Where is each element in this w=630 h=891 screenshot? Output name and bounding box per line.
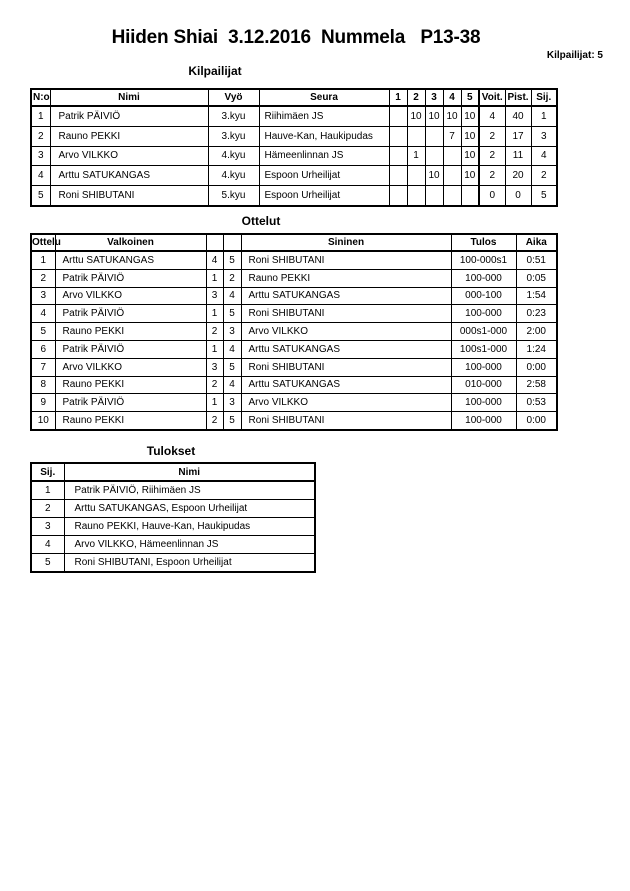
table-row — [31, 146, 557, 166]
column-header-name: Nimi — [64, 463, 315, 481]
column-header-rank: Sij. — [31, 463, 64, 481]
table-cell: 1 — [206, 340, 223, 358]
table-row — [31, 394, 557, 412]
column-header-wins: Voit. — [479, 89, 505, 106]
column-header-match: Ottelu — [31, 234, 55, 251]
table-cell: 4 — [223, 287, 241, 305]
column-header-points: Pist. — [505, 89, 531, 106]
table-cell: 2 — [206, 412, 223, 430]
table-header-row — [31, 463, 315, 481]
table-cell: 2 — [531, 166, 557, 186]
table-cell: Patrik PÄIVIÖ — [55, 394, 206, 412]
table-cell: 10 — [443, 106, 461, 126]
table-cell: 100-000 — [451, 394, 516, 412]
table-cell — [407, 166, 425, 186]
column-header-time: Aika — [516, 234, 557, 251]
table-cell: 000-100 — [451, 287, 516, 305]
table-cell: 2 — [479, 146, 505, 166]
final-results-table-body — [31, 481, 315, 572]
table-cell: Arttu SATUKANGAS — [241, 376, 451, 394]
table-cell: Arvo VILKKO — [50, 146, 208, 166]
table-cell: 100-000 — [451, 305, 516, 323]
table-cell: 2:58 — [516, 376, 557, 394]
table-cell: 3 — [31, 287, 55, 305]
table-cell: 4 — [31, 166, 50, 186]
table-cell: Rauno PEKKI — [50, 126, 208, 146]
table-cell: 5 — [31, 186, 50, 206]
table-cell: 40 — [505, 106, 531, 126]
table-row — [31, 305, 557, 323]
table-cell: Riihimäen JS — [259, 106, 389, 126]
table-cell: 010-000 — [451, 376, 516, 394]
table-cell: 000s1-000 — [451, 323, 516, 341]
table-row — [31, 340, 557, 358]
table-cell: Hauve-Kan, Haukipudas — [259, 126, 389, 146]
table-cell: 2 — [479, 166, 505, 186]
table-cell: Arvo VILKKO — [55, 358, 206, 376]
table-cell: 3 — [223, 394, 241, 412]
table-cell: Arttu SATUKANGAS — [50, 166, 208, 186]
table-cell: Rauno PEKKI — [55, 376, 206, 394]
table-cell: Roni SHIBUTANI — [50, 186, 208, 206]
table-cell: Arvo VILKKO — [241, 394, 451, 412]
column-header-round-5: 5 — [461, 89, 479, 106]
table-cell: 20 — [505, 166, 531, 186]
table-cell: 4 — [31, 305, 55, 323]
matches-table-header — [31, 234, 557, 251]
table-cell — [389, 146, 407, 166]
table-cell: 1:54 — [516, 287, 557, 305]
table-cell: 2 — [206, 376, 223, 394]
table-cell — [407, 126, 425, 146]
table-cell: 2 — [206, 323, 223, 341]
column-header-blue: Sininen — [241, 234, 451, 251]
table-cell: 6 — [31, 340, 55, 358]
table-cell: Patrik PÄIVIÖ — [50, 106, 208, 126]
table-cell: 0 — [479, 186, 505, 206]
table-cell: 1 — [31, 106, 50, 126]
table-cell — [443, 166, 461, 186]
table-cell: 10 — [407, 106, 425, 126]
table-row — [31, 358, 557, 376]
participants-count-label: Kilpailijat: 5 — [546, 50, 603, 61]
table-cell — [425, 126, 443, 146]
table-row — [31, 106, 557, 126]
table-cell — [443, 186, 461, 206]
table-cell: 3 — [223, 323, 241, 341]
table-row — [31, 500, 315, 518]
table-cell: 1 — [206, 394, 223, 412]
table-cell: 2 — [31, 126, 50, 146]
table-cell — [461, 186, 479, 206]
table-cell: 4.kyu — [208, 166, 259, 186]
table-cell — [425, 186, 443, 206]
table-cell: 4.kyu — [208, 146, 259, 166]
table-cell — [389, 186, 407, 206]
table-row — [31, 323, 557, 341]
table-cell: 10 — [461, 106, 479, 126]
table-cell: 3 — [31, 518, 64, 536]
table-cell: 7 — [31, 358, 55, 376]
table-cell: 1:24 — [516, 340, 557, 358]
table-cell — [389, 126, 407, 146]
table-cell: 2:00 — [516, 323, 557, 341]
table-cell: 2 — [479, 126, 505, 146]
table-cell: 1 — [206, 269, 223, 287]
table-cell: 3 — [206, 358, 223, 376]
table-row — [31, 287, 557, 305]
table-row — [31, 166, 557, 186]
table-cell: 100-000 — [451, 358, 516, 376]
table-cell: 10 — [425, 106, 443, 126]
table-cell: Espoon Urheilijat — [259, 166, 389, 186]
table-cell: Roni SHIBUTANI, Espoon Urheilijat — [64, 554, 315, 573]
table-cell: 1 — [531, 106, 557, 126]
table-row — [31, 126, 557, 146]
table-cell: Patrik PÄIVIÖ — [55, 305, 206, 323]
table-cell: 5 — [531, 186, 557, 206]
table-cell: 10 — [425, 166, 443, 186]
table-cell: Arttu SATUKANGAS, Espoon Urheilijat — [64, 500, 315, 518]
table-cell: 0:00 — [516, 412, 557, 430]
table-cell: Arttu SATUKANGAS — [241, 287, 451, 305]
table-cell: Roni SHIBUTANI — [241, 358, 451, 376]
column-header-club: Seura — [259, 89, 389, 106]
table-cell: 1 — [31, 251, 55, 269]
column-header-white-no — [206, 234, 223, 251]
table-row — [31, 269, 557, 287]
table-cell: 4 — [479, 106, 505, 126]
table-cell: 5 — [31, 554, 64, 573]
final-results-table — [30, 462, 316, 573]
results-section-heading: Tulokset — [146, 444, 196, 458]
table-cell: 100-000s1 — [451, 251, 516, 269]
column-header-rank: Sij. — [531, 89, 557, 106]
table-header-row — [31, 234, 557, 251]
table-cell: 11 — [505, 146, 531, 166]
table-cell: 0:53 — [516, 394, 557, 412]
table-cell: 0 — [505, 186, 531, 206]
competitors-section-heading: Kilpailijat — [188, 64, 242, 78]
column-header-round-2: 2 — [407, 89, 425, 106]
table-row — [31, 251, 557, 269]
table-cell: 4 — [531, 146, 557, 166]
table-cell: 3 — [31, 146, 50, 166]
table-cell: 3 — [531, 126, 557, 146]
table-row — [31, 536, 315, 554]
table-cell: Arttu SATUKANGAS — [241, 340, 451, 358]
table-cell: 0:00 — [516, 358, 557, 376]
table-cell: 2 — [31, 500, 64, 518]
page-title: Hiiden Shiai 3.12.2016 Nummela P13-38 — [111, 27, 481, 48]
table-cell: 17 — [505, 126, 531, 146]
table-cell — [407, 186, 425, 206]
table-cell: Patrik PÄIVIÖ, Riihimäen JS — [64, 481, 315, 500]
table-cell: 10 — [461, 166, 479, 186]
table-cell: 0:23 — [516, 305, 557, 323]
table-cell: 1 — [407, 146, 425, 166]
table-row — [31, 376, 557, 394]
table-row — [31, 518, 315, 536]
table-cell: 100-000 — [451, 269, 516, 287]
table-cell — [443, 146, 461, 166]
column-header-result: Tulos — [451, 234, 516, 251]
table-cell: Rauno PEKKI — [55, 412, 206, 430]
table-cell: 10 — [31, 412, 55, 430]
table-cell: Patrik PÄIVIÖ — [55, 269, 206, 287]
table-cell: 5.kyu — [208, 186, 259, 206]
table-cell: Rauno PEKKI — [241, 269, 451, 287]
table-cell: 5 — [31, 323, 55, 341]
matches-section-heading: Ottelut — [241, 214, 281, 228]
table-cell: 4 — [223, 340, 241, 358]
table-cell: 0:05 — [516, 269, 557, 287]
column-header-blue-no — [223, 234, 241, 251]
table-cell: 1 — [206, 305, 223, 323]
table-cell: Arvo VILKKO, Hämeenlinnan JS — [64, 536, 315, 554]
table-cell: 3.kyu — [208, 106, 259, 126]
table-cell: Arttu SATUKANGAS — [55, 251, 206, 269]
table-cell: Arvo VILKKO — [241, 323, 451, 341]
table-cell: 1 — [31, 481, 64, 500]
table-cell: 4 — [223, 376, 241, 394]
table-cell: 100-000 — [451, 412, 516, 430]
table-cell: 5 — [223, 251, 241, 269]
table-header-row — [31, 89, 557, 106]
table-row — [31, 554, 315, 573]
table-cell: 0:51 — [516, 251, 557, 269]
table-row — [31, 412, 557, 430]
column-header-round-3: 3 — [425, 89, 443, 106]
table-cell: 100s1-000 — [451, 340, 516, 358]
table-cell: 4 — [206, 251, 223, 269]
table-cell: 9 — [31, 394, 55, 412]
table-cell: 2 — [31, 269, 55, 287]
table-cell: Patrik PÄIVIÖ — [55, 340, 206, 358]
competitors-table-body — [31, 106, 557, 206]
table-row — [31, 481, 315, 500]
table-cell — [389, 106, 407, 126]
column-header-white: Valkoinen — [55, 234, 206, 251]
table-cell: 4 — [31, 536, 64, 554]
table-row — [31, 186, 557, 206]
table-cell: 5 — [223, 358, 241, 376]
table-cell: Rauno PEKKI — [55, 323, 206, 341]
table-cell: Rauno PEKKI, Hauve-Kan, Haukipudas — [64, 518, 315, 536]
competitors-table — [30, 88, 558, 207]
column-header-belt: Vyö — [208, 89, 259, 106]
table-cell: Roni SHIBUTANI — [241, 305, 451, 323]
table-cell — [389, 166, 407, 186]
competitors-table-header — [31, 89, 557, 106]
table-cell: 8 — [31, 376, 55, 394]
matches-table-body — [31, 251, 557, 430]
table-cell: 3 — [206, 287, 223, 305]
table-cell: Roni SHIBUTANI — [241, 412, 451, 430]
table-cell: 5 — [223, 412, 241, 430]
final-results-table-header — [31, 463, 315, 481]
table-cell: Roni SHIBUTANI — [241, 251, 451, 269]
table-cell: 10 — [461, 126, 479, 146]
table-cell: 2 — [223, 269, 241, 287]
column-header-round-4: 4 — [443, 89, 461, 106]
table-cell: Arvo VILKKO — [55, 287, 206, 305]
table-cell — [425, 146, 443, 166]
column-header-round-1: 1 — [389, 89, 407, 106]
column-header-name: Nimi — [50, 89, 208, 106]
table-cell: Espoon Urheilijat — [259, 186, 389, 206]
table-cell: 7 — [443, 126, 461, 146]
table-cell: 5 — [223, 305, 241, 323]
table-cell: 10 — [461, 146, 479, 166]
table-cell: 3.kyu — [208, 126, 259, 146]
column-header-no: N:o — [31, 89, 50, 106]
table-cell: Hämeenlinnan JS — [259, 146, 389, 166]
matches-table — [30, 233, 558, 431]
